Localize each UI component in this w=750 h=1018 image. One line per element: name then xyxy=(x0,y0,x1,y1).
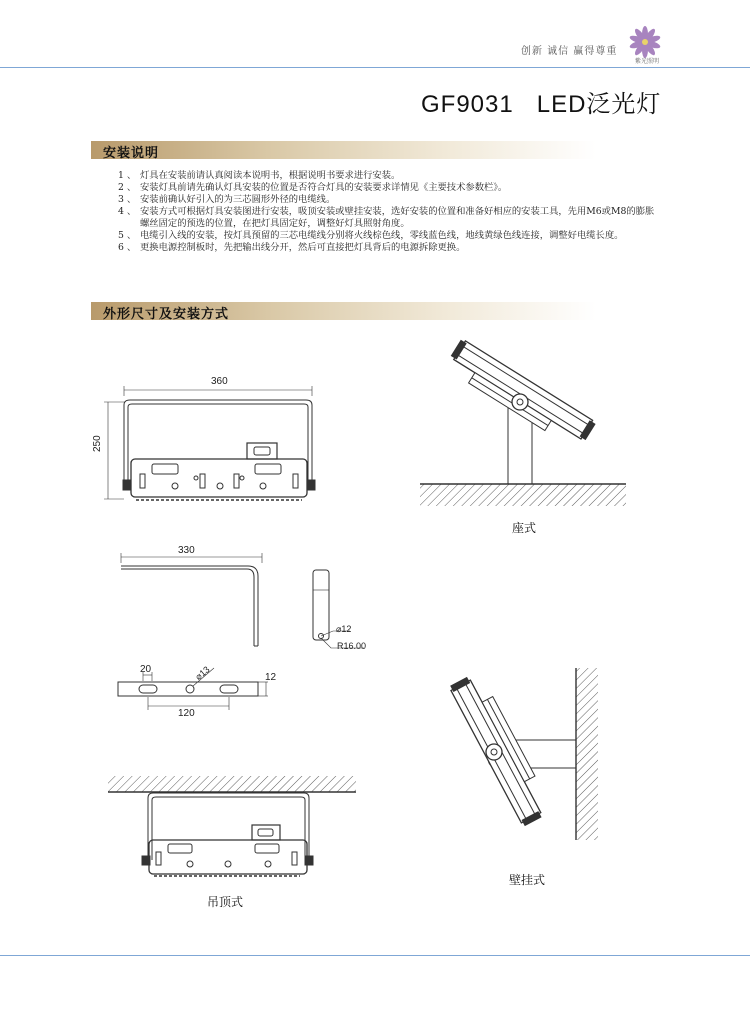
instruction-text: 灯具在安装前请认真阅读本说明书，根据说明书要求进行安装。 xyxy=(140,170,401,181)
section-heading-dimensions: 外形尺寸及安装方式 xyxy=(103,307,230,322)
dimension-height: 250 xyxy=(92,435,103,452)
instruction-text: 电缆引入线的安装，按灯具预留的三芯电缆线分别将火线棕色线，零线蓝色线，地线黄绿色线连接，调整好电缆长度。 xyxy=(140,230,624,241)
bracket-drawing xyxy=(121,553,364,648)
instruction-number: 5 、 xyxy=(118,230,137,241)
instruction-number: 4 、 xyxy=(118,206,137,217)
instruction-number: 3 、 xyxy=(118,194,137,205)
wall-mount-drawing xyxy=(449,668,598,840)
ceiling-mount-drawing xyxy=(108,776,356,876)
instruction-text: 安装前确认好引入的为三芯圆形外径的电缆线。 xyxy=(140,194,336,205)
caption-seat-mount: 座式 xyxy=(512,521,537,535)
caption-wall-mount: 壁挂式 xyxy=(509,873,546,887)
dimension-radius: R16.00 xyxy=(337,641,367,651)
instruction-text: 更换电源控制板时，先把输出线分开，然后可直接把灯具背后的电源拆除更换。 xyxy=(140,242,466,253)
dimension-bracket-length: 330 xyxy=(178,545,195,556)
front-view-drawing xyxy=(104,386,315,500)
section-heading-install: 安装说明 xyxy=(103,146,160,161)
instruction-text: 安装灯具前请先确认灯具安装的位置是否符合灯具的安装要求详情见《主要技术参数栏》。 xyxy=(140,182,508,193)
dimension-hole-diameter: ⌀12 xyxy=(336,624,352,634)
dimension-hole-spacing: 120 xyxy=(178,708,195,719)
slogan: 创新 诚信 赢得尊重 xyxy=(521,46,618,57)
dimension-slot-width: 20 xyxy=(140,664,152,675)
instruction-text: 安装方式可根据灯具安装图进行安装，吸顶安装或壁挂安装，选好安装的位置和准备好相应的安装工具，先用M6或M8的膨胀螺丝固定的预选的位置，在把灯具固定好，调整好灯具照射角度。 xyxy=(140,206,655,229)
instruction-number: 2 、 xyxy=(118,182,137,193)
dimension-plate-thickness: 12 xyxy=(265,672,277,683)
brand-name: 紫光照明 xyxy=(634,58,659,65)
dimension-hole-diameter-2: ⌀13 xyxy=(193,664,212,682)
instruction-number: 1 、 xyxy=(118,170,137,181)
dimension-width: 360 xyxy=(211,376,228,387)
caption-ceiling-mount: 吊顶式 xyxy=(207,895,244,909)
page-title: GF9031 LED泛光灯 xyxy=(421,91,662,118)
instruction-number: 6 、 xyxy=(118,242,137,253)
seat-mount-drawing xyxy=(420,339,626,506)
